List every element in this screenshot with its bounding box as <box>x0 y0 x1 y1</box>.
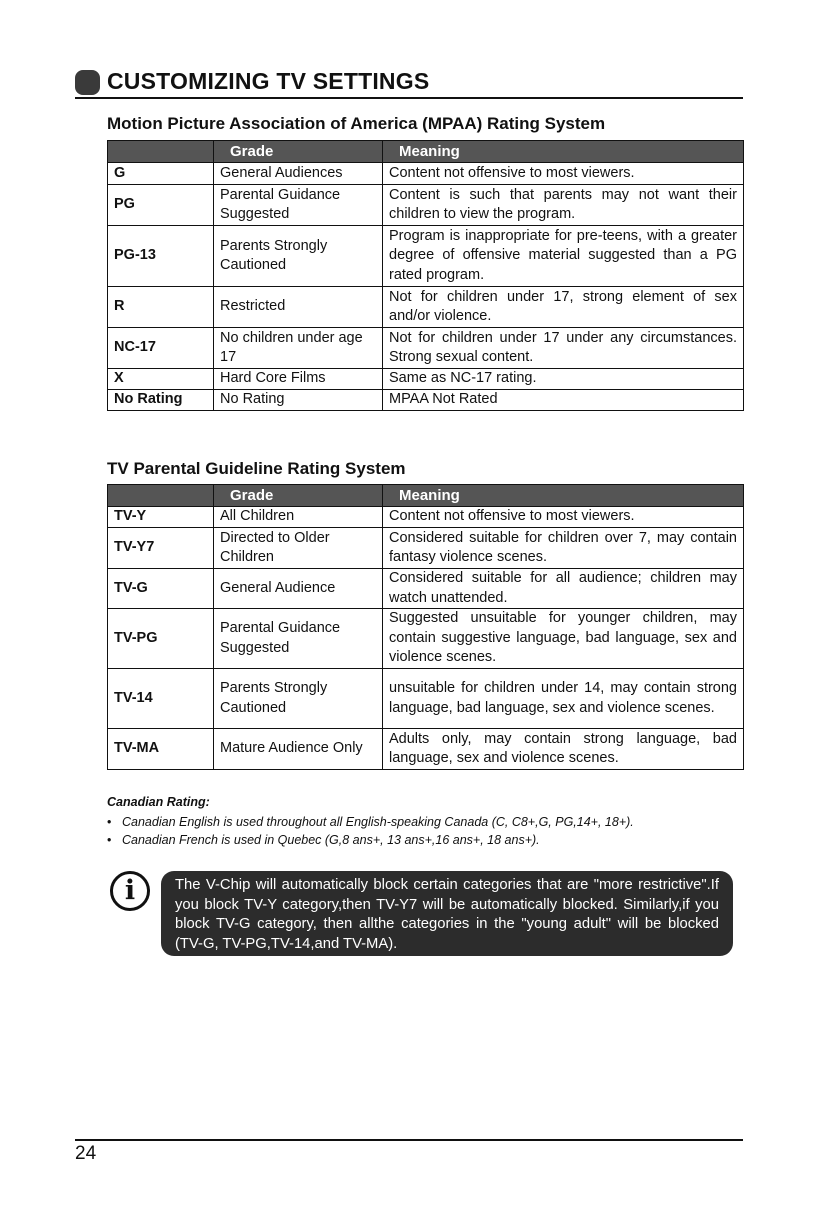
rating-meaning: Suggested unsuitable for younger children, may contain suggestive language, bad language, sex and violence scenes. <box>383 609 744 669</box>
rating-meaning: Not for children under 17 under any circumstances. Strong sexual content. <box>383 328 744 369</box>
page-title: CUSTOMIZING TV SETTINGS <box>107 68 430 94</box>
rating-code: X <box>108 369 214 390</box>
table-row <box>108 528 744 569</box>
table-row <box>108 609 744 669</box>
rating-meaning: MPAA Not Rated <box>383 390 744 411</box>
list-item-text: Canadian English is used throughout all English-speaking Canada (C, C8+,G, PG,14+, 18+). <box>122 815 634 829</box>
rating-meaning: Content not offensive to most viewers. <box>383 163 744 185</box>
rating-meaning: Same as NC-17 rating. <box>383 369 744 390</box>
meaning-column-header: Meaning <box>383 485 744 507</box>
table-row <box>108 369 744 390</box>
grade-column-header: Grade <box>214 141 383 163</box>
rating-code: NC-17 <box>108 328 214 369</box>
page-number: 24 <box>75 1143 97 1164</box>
rating-grade: General Audiences <box>214 163 383 185</box>
rating-grade: No Rating <box>214 390 383 411</box>
canadian-rating-title: Canadian Rating: <box>107 795 210 809</box>
table-row <box>108 390 744 411</box>
footer-divider <box>75 1139 743 1141</box>
mpaa-section-title: Motion Picture Association of America (MPAA) Rating System <box>107 114 606 133</box>
table-row <box>108 287 744 328</box>
rating-grade: No children under age 17 <box>214 328 383 369</box>
list-item <box>107 831 634 849</box>
rating-code: No Rating <box>108 390 214 411</box>
table-header-row <box>108 141 744 163</box>
bullet-icon: • <box>107 833 112 847</box>
table-header-row <box>108 485 744 507</box>
rating-meaning: Considered suitable for all audience; children may watch unattended. <box>383 569 744 609</box>
rating-code: TV-Y <box>108 507 214 528</box>
rating-meaning: Content not offensive to most viewers. <box>383 507 744 528</box>
table-row <box>108 507 744 528</box>
rating-code: G <box>108 163 214 185</box>
rating-grade: Mature Audience Only <box>214 729 383 770</box>
rating-meaning: Considered suitable for children over 7, may contain fantasy violence scenes. <box>383 528 744 569</box>
rating-meaning: Content is such that parents may not want their children to view the program. <box>383 185 744 226</box>
rating-code: PG-13 <box>108 226 214 287</box>
table-row <box>108 185 744 226</box>
table-row <box>108 163 744 185</box>
rating-grade: All Children <box>214 507 383 528</box>
rating-code: PG <box>108 185 214 226</box>
rating-grade: Parents Strongly Cautioned <box>214 226 383 287</box>
mpaa-rating-table <box>107 140 744 411</box>
rating-meaning: Adults only, may contain strong language, bad language, sex and violence scenes. <box>383 729 744 770</box>
rating-grade: Hard Core Films <box>214 369 383 390</box>
grade-column-header: Grade <box>214 485 383 507</box>
rating-grade: Restricted <box>214 287 383 328</box>
rating-code: TV-G <box>108 569 214 609</box>
list-item-text: Canadian French is used in Quebec (G,8 ans+, 13 ans+,16 ans+, 18 ans+). <box>122 833 540 847</box>
table-row <box>108 328 744 369</box>
rating-code: TV-Y7 <box>108 528 214 569</box>
rating-code: TV-14 <box>108 669 214 729</box>
bullet-icon: • <box>107 815 112 829</box>
code-column-header <box>108 141 214 163</box>
rating-code: TV-MA <box>108 729 214 770</box>
canadian-rating-list <box>107 813 634 849</box>
rating-grade: General Audience <box>214 569 383 609</box>
list-item <box>107 813 634 831</box>
rating-grade: Parents Strongly Cautioned <box>214 669 383 729</box>
tv-rating-table <box>107 484 744 770</box>
v-chip-note: The V-Chip will automatically block certain categories that are "more restrictive".If you block TV-Y category,then TV-Y7 will be automatically blocked. Similarly,if you block TV-G category, then allthe categories in the "young adult" will be blocked (TV-G, TV-PG,TV-14,and TV-MA). <box>161 871 733 956</box>
rating-code: R <box>108 287 214 328</box>
info-icon: i <box>110 871 150 911</box>
rating-grade: Parental Guidance Suggested <box>214 609 383 669</box>
rating-meaning: Not for children under 17, strong element of sex and/or violence. <box>383 287 744 328</box>
meaning-column-header: Meaning <box>383 141 744 163</box>
table-row <box>108 669 744 729</box>
rating-meaning: Program is inappropriate for pre-teens, with a greater degree of offensive material suggested than a PG rated program. <box>383 226 744 287</box>
rating-meaning: unsuitable for children under 14, may contain strong language, bad language, sex and violence scenes. <box>383 669 744 729</box>
tv-section-title: TV Parental Guideline Rating System <box>107 459 406 478</box>
table-row <box>108 729 744 770</box>
code-column-header <box>108 485 214 507</box>
rating-grade: Parental Guidance Suggested <box>214 185 383 226</box>
page-header <box>75 66 743 99</box>
section-marker-icon <box>75 70 100 95</box>
table-row <box>108 226 744 287</box>
rating-code: TV-PG <box>108 609 214 669</box>
table-row <box>108 569 744 609</box>
rating-grade: Directed to Older Children <box>214 528 383 569</box>
